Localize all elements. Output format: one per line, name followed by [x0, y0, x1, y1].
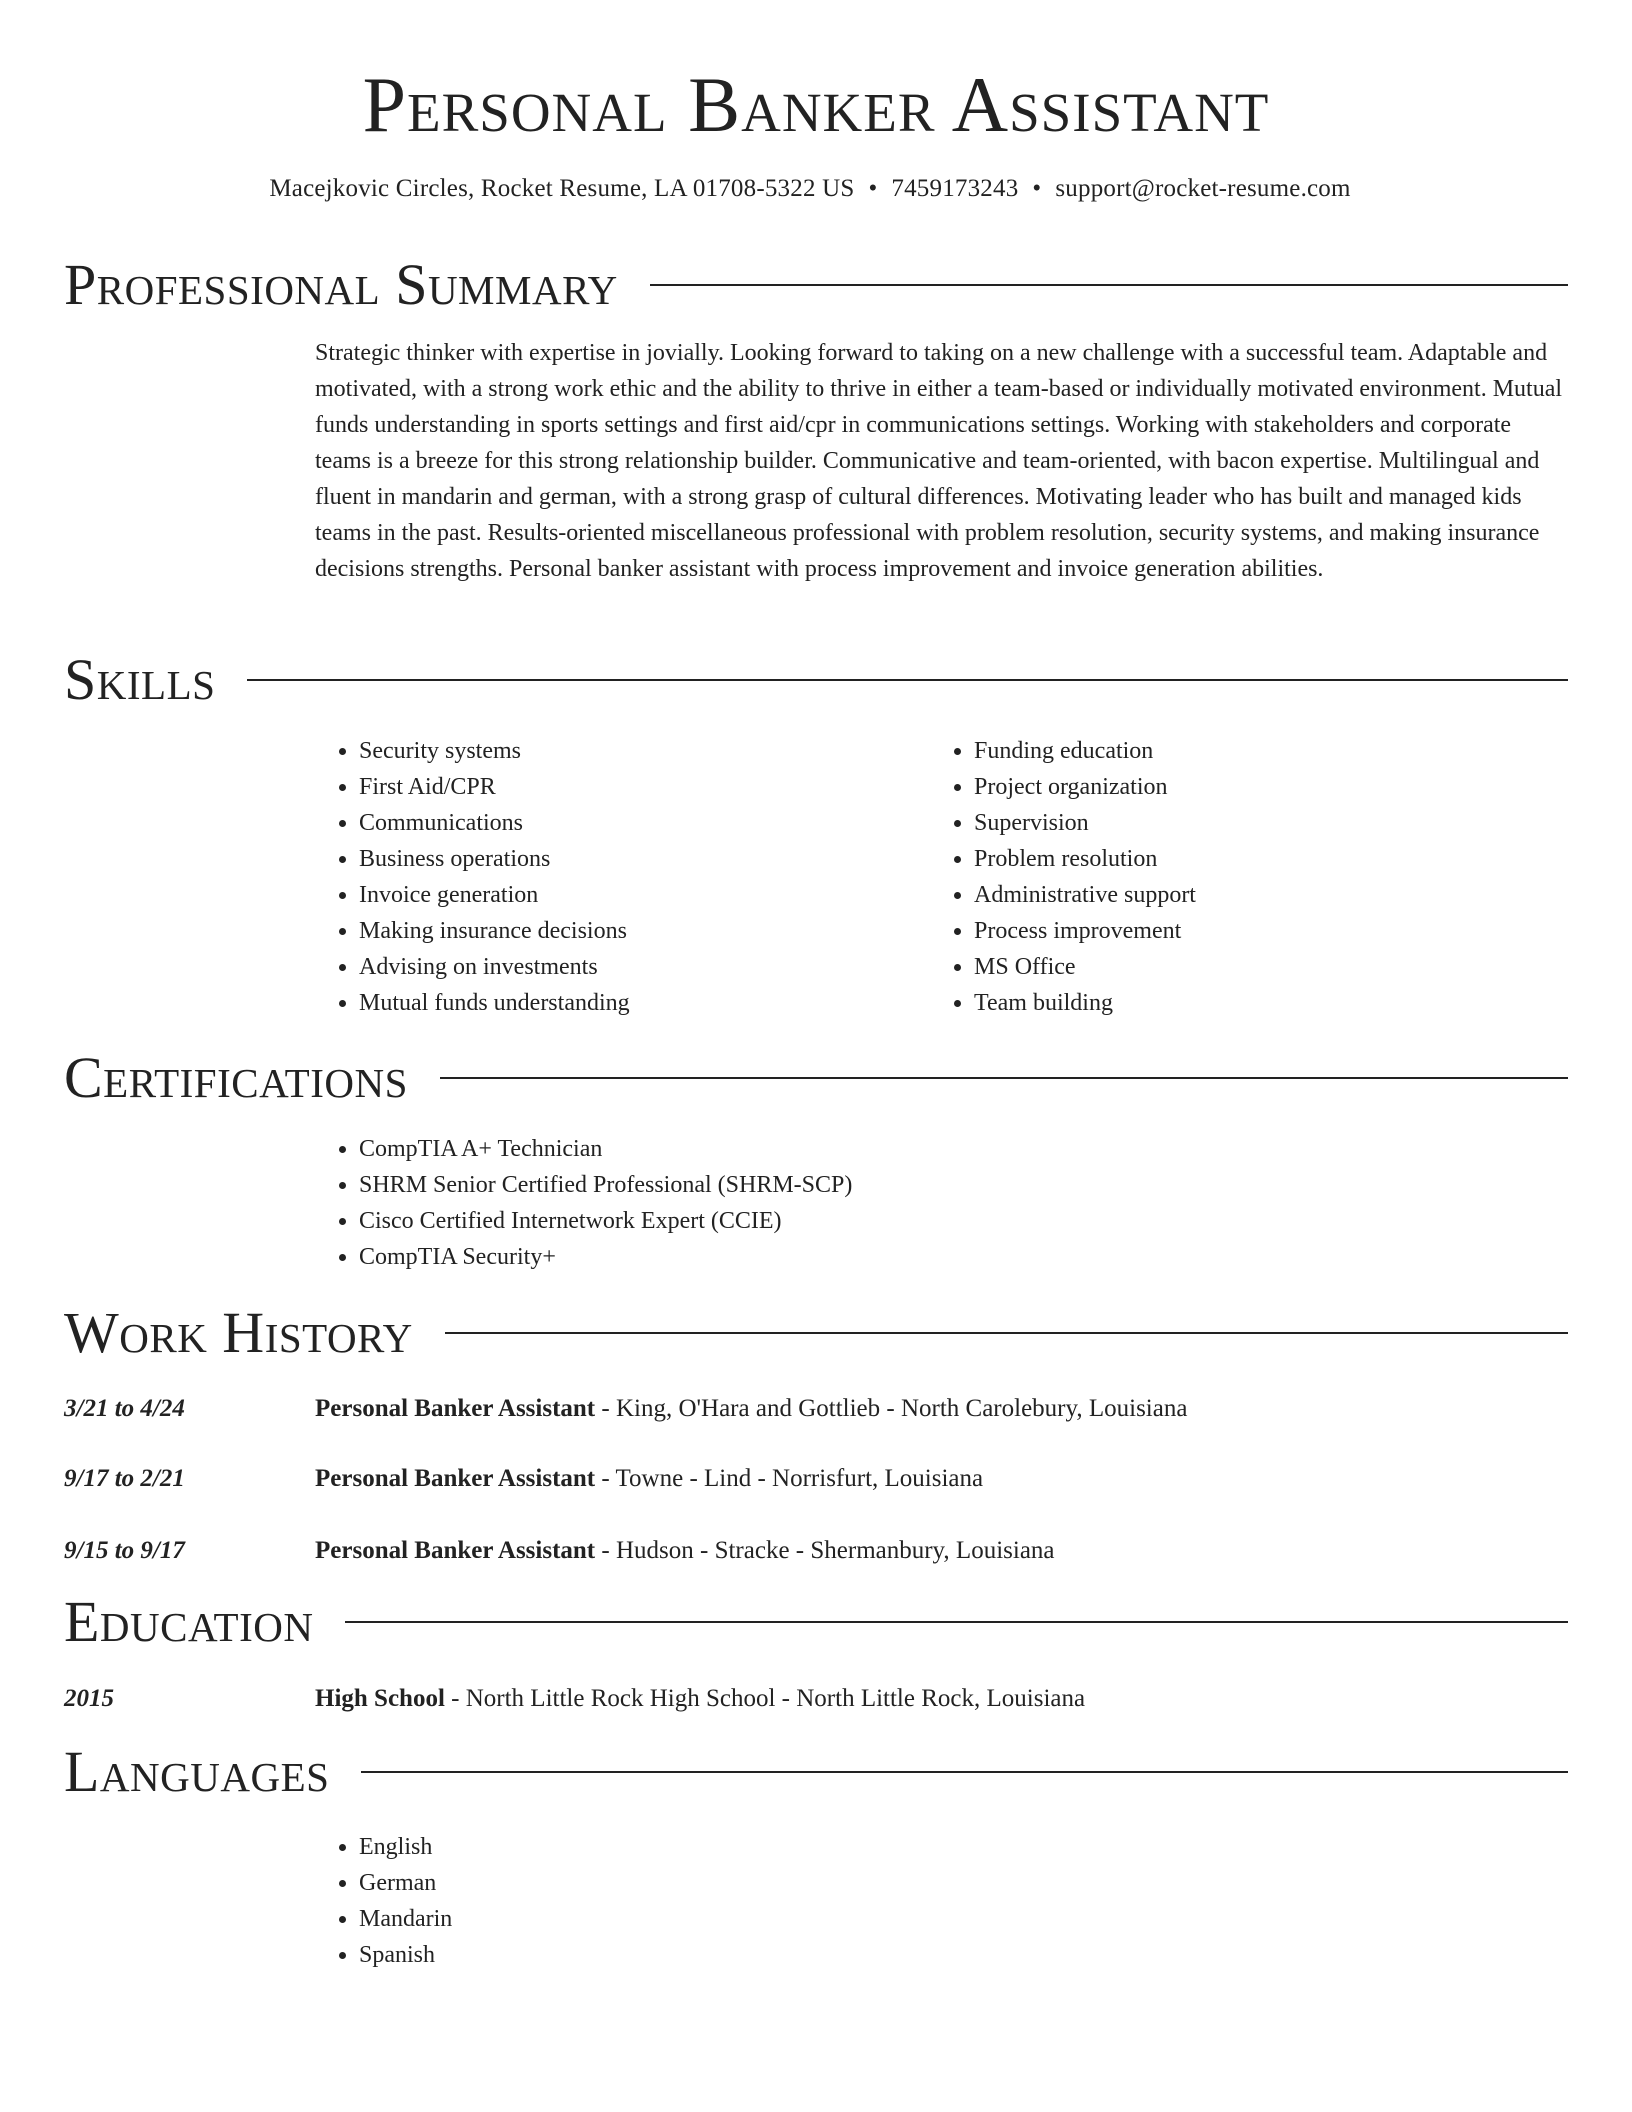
skill-item: • MS Office	[974, 949, 1196, 985]
section-divider	[445, 1332, 1568, 1334]
certifications-section-title: Certifications	[64, 1045, 408, 1110]
job-dates: 9/17 to 2/21	[64, 1465, 185, 1492]
education-section-title: Education	[64, 1589, 314, 1654]
certification-item: • Cisco Certified Internetwork Expert (CCIE)	[359, 1203, 852, 1239]
section-divider	[247, 679, 1568, 681]
skill-item: • Invoice generation	[359, 877, 630, 913]
skill-item: • Team building	[974, 985, 1196, 1021]
section-divider	[440, 1077, 1568, 1079]
skill-item: • Administrative support	[974, 877, 1196, 913]
languages-section-header	[64, 1737, 1568, 1807]
job-entry	[64, 1391, 1568, 1427]
job-detail	[315, 1533, 1055, 1569]
contact-line	[0, 172, 1620, 206]
summary-text: Strategic thinker with expertise in jovially. Looking forward to taking on a new challenge with a successful team. Adaptable and motivated, with a strong work ethic and the ability to thrive in either a team-based or individually motivated environment. Mutual funds understanding in sports settings and first aid/cpr in communications settings. Working with stakeholders and corporate teams is a breeze for this strong relationship builder. Communicative and team-oriented, with bacon expertise. Multilingual and fluent in mandarin and german, with a strong grasp of cultural differences. Motivating leader who has built and managed kids teams in the past. Results-oriented miscellaneous professional with problem resolution, security systems, and making insurance decisions strengths. Personal banker assistant with process improvement and invoice generation abilities.	[315, 340, 1563, 582]
skills-list-right	[930, 733, 1196, 1021]
job-employer: - Towne - Lind - Norrisfurt, Louisiana	[595, 1465, 984, 1492]
summary-section-header	[64, 250, 1568, 320]
certification-item: • CompTIA Security+	[359, 1239, 852, 1275]
skill-item: • Advising on investments	[359, 949, 630, 985]
language-item: • German	[359, 1865, 452, 1901]
education-year: 2015	[64, 1685, 114, 1712]
education-degree: High School	[315, 1685, 445, 1712]
summary-section-title: Professional Summary	[64, 252, 618, 317]
skill-item: • Project organization	[974, 769, 1196, 805]
section-divider	[361, 1771, 1568, 1773]
job-detail	[315, 1391, 1187, 1427]
languages-section-title: Languages	[64, 1739, 330, 1804]
contact-separator: •	[1032, 175, 1042, 202]
skills-section-title: Skills	[64, 647, 216, 712]
job-title: Personal Banker Assistant	[315, 1537, 596, 1564]
section-divider	[345, 1621, 1568, 1623]
language-item: • Mandarin	[359, 1901, 452, 1937]
language-item: • Spanish	[359, 1937, 452, 1973]
certifications-list	[315, 1131, 852, 1275]
skill-item: • Funding education	[974, 733, 1196, 769]
job-employer: - Hudson - Stracke - Shermanbury, Louisiana	[595, 1537, 1055, 1564]
certification-item: • CompTIA A+ Technician	[359, 1131, 852, 1167]
job-employer: - King, O'Hara and Gottlieb - North Carolebury, Louisiana	[595, 1395, 1188, 1422]
work-history-section-title: Work History	[64, 1300, 413, 1365]
language-item: • English	[359, 1829, 452, 1865]
section-divider	[650, 284, 1568, 286]
skill-item: • Communications	[359, 805, 630, 841]
job-entry	[64, 1533, 1568, 1569]
skill-item: • Making insurance decisions	[359, 913, 630, 949]
skills-section-header	[64, 645, 1568, 715]
skill-item: • Security systems	[359, 733, 630, 769]
languages-list	[315, 1829, 452, 1973]
contact-address: Macejkovic Circles, Rocket Resume, LA 01708-5322 US	[269, 175, 855, 202]
resume-name: Personal Banker Assistant	[362, 61, 1270, 148]
job-title: Personal Banker Assistant	[315, 1465, 596, 1492]
job-detail	[315, 1461, 983, 1497]
skill-item: • Mutual funds understanding	[359, 985, 630, 1021]
contact-separator: •	[868, 175, 878, 202]
work-history-section-header	[64, 1298, 1568, 1368]
certification-item: • SHRM Senior Certified Professional (SHRM-SCP)	[359, 1167, 852, 1203]
job-dates: 9/15 to 9/17	[64, 1537, 185, 1564]
education-school: - North Little Rock High School - North Little Rock, Louisiana	[444, 1685, 1086, 1712]
certifications-section-header	[64, 1043, 1568, 1113]
contact-email[interactable]: support@rocket-resume.com	[1055, 175, 1351, 202]
skill-item: • Business operations	[359, 841, 630, 877]
contact-phone: 7459173243	[891, 175, 1019, 202]
education-entry	[64, 1681, 1568, 1717]
job-entry	[64, 1461, 1568, 1497]
skill-item: • First Aid/CPR	[359, 769, 630, 805]
skill-item: • Supervision	[974, 805, 1196, 841]
education-detail	[315, 1681, 1085, 1717]
skill-item: • Problem resolution	[974, 841, 1196, 877]
skills-list-left	[315, 733, 630, 1021]
job-dates: 3/21 to 4/24	[64, 1395, 185, 1422]
skill-item: • Process improvement	[974, 913, 1196, 949]
job-title: Personal Banker Assistant	[315, 1395, 596, 1422]
education-section-header	[64, 1587, 1568, 1657]
